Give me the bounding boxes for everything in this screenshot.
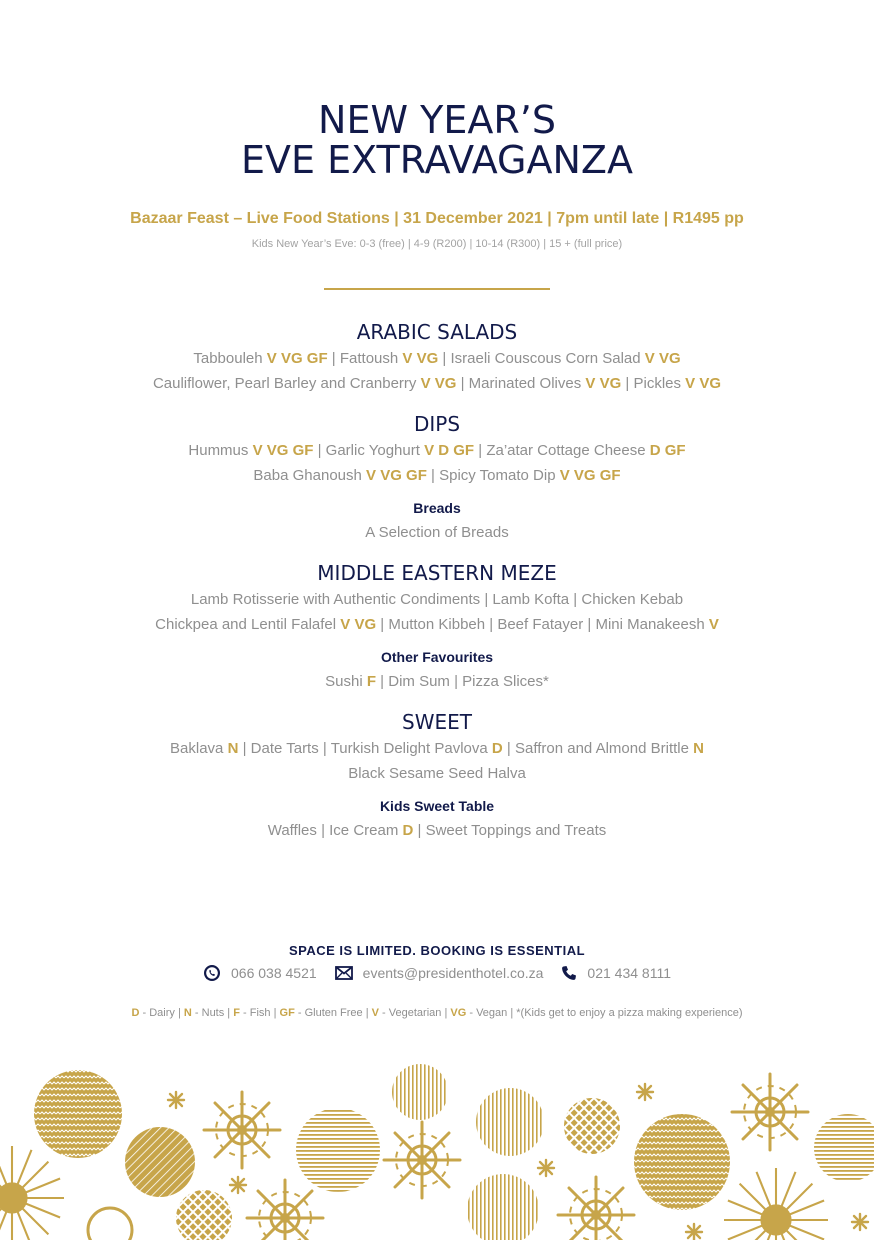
menu-item-name: Baklava: [170, 740, 224, 757]
kids-pricing: Kids New Year’s Eve: 0-3 (free) | 4-9 (R200) | 10-14 (R300) | 15 + (full price): [251, 238, 623, 250]
dietary-tags: V VG GF: [252, 442, 314, 459]
section-gap: [0, 694, 874, 708]
gold-ornament-decoration: [0, 1050, 874, 1240]
menu-item-name: Mini Manakeesh: [595, 616, 705, 633]
separator: |: [316, 822, 330, 839]
menu-item-name: Tabbouleh: [193, 350, 263, 367]
menu-item-name: Baba Ghanoush: [253, 467, 362, 484]
menu-line: [0, 438, 874, 463]
dietary-tags: V D GF: [424, 442, 475, 459]
legend-label: Fish: [249, 1007, 271, 1019]
dietary-tags: V VG: [585, 375, 622, 392]
section-title-other-favourites: Other Favourites: [380, 649, 494, 665]
menu-item-name: Za’atar Cottage Cheese: [486, 442, 646, 459]
menu-line: [0, 587, 874, 612]
legend-note: *(Kids get to enjoy a pizza making experience): [516, 1007, 743, 1019]
menu: [0, 318, 874, 843]
menu-item-name: Marinated Olives: [468, 375, 582, 392]
gold-divider: [324, 288, 550, 290]
menu-item-name: Fattoush: [339, 350, 399, 367]
legend-code: V: [371, 1007, 379, 1019]
separator: |: [456, 375, 469, 392]
email-address[interactable]: events@presidenthotel.co.za: [362, 965, 544, 981]
menu-line: [0, 463, 874, 488]
legend-label: Gluten Free: [304, 1007, 363, 1019]
legend-code: VG: [450, 1007, 467, 1019]
whatsapp-number[interactable]: 066 038 4521: [231, 965, 317, 981]
legend-code: F: [233, 1007, 240, 1019]
phone-contact[interactable]: [561, 965, 671, 981]
dietary-tags: D: [402, 822, 414, 839]
menu-item-name: Ice Cream: [329, 822, 399, 839]
menu-item-name: Saffron and Almond Brittle: [514, 740, 689, 757]
menu-item-name: Cauliflower, Pearl Barley and Cranberry: [152, 375, 417, 392]
event-subtitle: Bazaar Feast – Live Food Stations | 31 December 2021 | 7pm until late | R1495 pp: [130, 210, 744, 227]
section-title-arabic-salads: ARABIC SALADS: [356, 320, 518, 344]
email-contact[interactable]: [335, 965, 544, 981]
dietary-tags: N: [227, 740, 239, 757]
separator: |: [480, 591, 493, 608]
menu-line: [0, 669, 874, 694]
separator: |: [313, 442, 326, 459]
menu-item-name: Spicy Tomato Dip: [439, 467, 556, 484]
separator: |: [318, 740, 331, 757]
menu-item-name: Chicken Kebab: [581, 591, 684, 608]
section-title-dips: DIPS: [413, 412, 461, 436]
menu-line: [0, 346, 874, 371]
contact-block: [0, 942, 874, 982]
legend-code: GF: [279, 1007, 295, 1019]
menu-item-name: Waffles: [267, 822, 317, 839]
legend-label: Dairy: [149, 1007, 175, 1019]
separator: |: [569, 591, 582, 608]
menu-item-name: Mutton Kibbeh: [388, 616, 486, 633]
contact-row: [0, 964, 874, 982]
separator: |: [327, 350, 340, 367]
menu-item-name: Sushi: [325, 673, 363, 690]
menu-item-name: Garlic Yoghurt: [325, 442, 420, 459]
menu-line: [0, 736, 874, 761]
section-gap: [0, 637, 874, 647]
dietary-tags: V VG: [644, 350, 681, 367]
menu-item-name: Israeli Couscous Corn Salad: [450, 350, 641, 367]
menu-item-name: Turkish Delight Pavlova: [330, 740, 488, 757]
separator: |: [413, 822, 426, 839]
dietary-tags: V VG GF: [266, 350, 328, 367]
separator: |: [474, 442, 487, 459]
menu-line: [0, 612, 874, 637]
legend-label: Vegetarian: [388, 1007, 442, 1019]
separator: |: [502, 740, 515, 757]
menu-item-name: Sweet Toppings and Treats: [425, 822, 607, 839]
dietary-tags: V VG GF: [366, 467, 427, 484]
dietary-tags: V VG: [340, 616, 377, 633]
dietary-tags: V VG: [685, 375, 722, 392]
separator: |: [376, 616, 389, 633]
booking-note: SPACE IS LIMITED. BOOKING IS ESSENTIAL: [288, 943, 586, 958]
menu-item-name: Date Tarts: [250, 740, 319, 757]
menu-item-name: Lamb Kofta: [492, 591, 570, 608]
menu-item-name: Dim Sum: [388, 673, 450, 690]
section-gap: [0, 786, 874, 796]
legend-label: Vegan: [476, 1007, 508, 1019]
legend-label: Nuts: [201, 1007, 225, 1019]
separator: |: [621, 375, 634, 392]
phone-icon: [561, 965, 577, 981]
title-line-2: EVE EXTRAVAGANZA: [241, 138, 633, 182]
title-line-1: NEW YEAR’S: [318, 98, 556, 142]
dietary-tags: D: [491, 740, 503, 757]
section-title-breads: Breads: [413, 500, 461, 516]
menu-item-name: Beef Fatayer: [497, 616, 584, 633]
menu-line: [0, 520, 874, 545]
dietary-tags: V VG: [402, 350, 439, 367]
dietary-tags: F: [366, 673, 377, 690]
whatsapp-icon: [203, 964, 221, 982]
menu-item-name: A Selection of Breads: [365, 524, 509, 541]
separator: |: [376, 673, 389, 690]
separator: |: [449, 673, 463, 690]
menu-item-name: Chickpea and Lentil Falafel: [155, 616, 337, 633]
separator: |: [583, 616, 596, 633]
menu-item-name: Lamb Rotisserie with Authentic Condiments: [190, 591, 481, 608]
section-gap: [0, 396, 874, 410]
menu-line: [0, 371, 874, 396]
dietary-tags: V VG: [420, 375, 457, 392]
section-title-sweet: SWEET: [402, 710, 472, 734]
separator: |: [485, 616, 498, 633]
menu-item-name: Pizza Slices*: [462, 673, 549, 690]
section-title-middle-eastern-meze: MIDDLE EASTERN MEZE: [317, 561, 557, 585]
email-icon: [335, 966, 353, 980]
menu-item-name: Hummus: [188, 442, 249, 459]
menu-item-name: Black Sesame Seed Halva: [348, 765, 526, 782]
legend-code: N: [183, 1007, 192, 1019]
dietary-tags: V VG GF: [559, 467, 621, 484]
separator: |: [238, 740, 251, 757]
dietary-tags: V: [708, 616, 719, 633]
section-gap: [0, 488, 874, 498]
separator: |: [426, 467, 440, 484]
whatsapp-contact[interactable]: [203, 964, 317, 982]
menu-line: [0, 761, 874, 786]
menu-item-name: Pickles: [633, 375, 681, 392]
dietary-tags: D GF: [649, 442, 686, 459]
legend-code: D: [131, 1007, 140, 1019]
section-title-kids-sweet-table: Kids Sweet Table: [379, 798, 495, 814]
page-title: [0, 100, 874, 180]
menu-line: [0, 818, 874, 843]
section-gap: [0, 545, 874, 559]
phone-number[interactable]: 021 434 8111: [587, 965, 671, 981]
dietary-tags: N: [693, 740, 704, 757]
separator: |: [438, 350, 451, 367]
dietary-legend: D - Dairy | N - Nuts | F - Fish | GF - Gluten Free | V - Vegetarian | VG - Vegan | *(Kids get to enjoy a pizza making experience): [131, 1007, 743, 1019]
